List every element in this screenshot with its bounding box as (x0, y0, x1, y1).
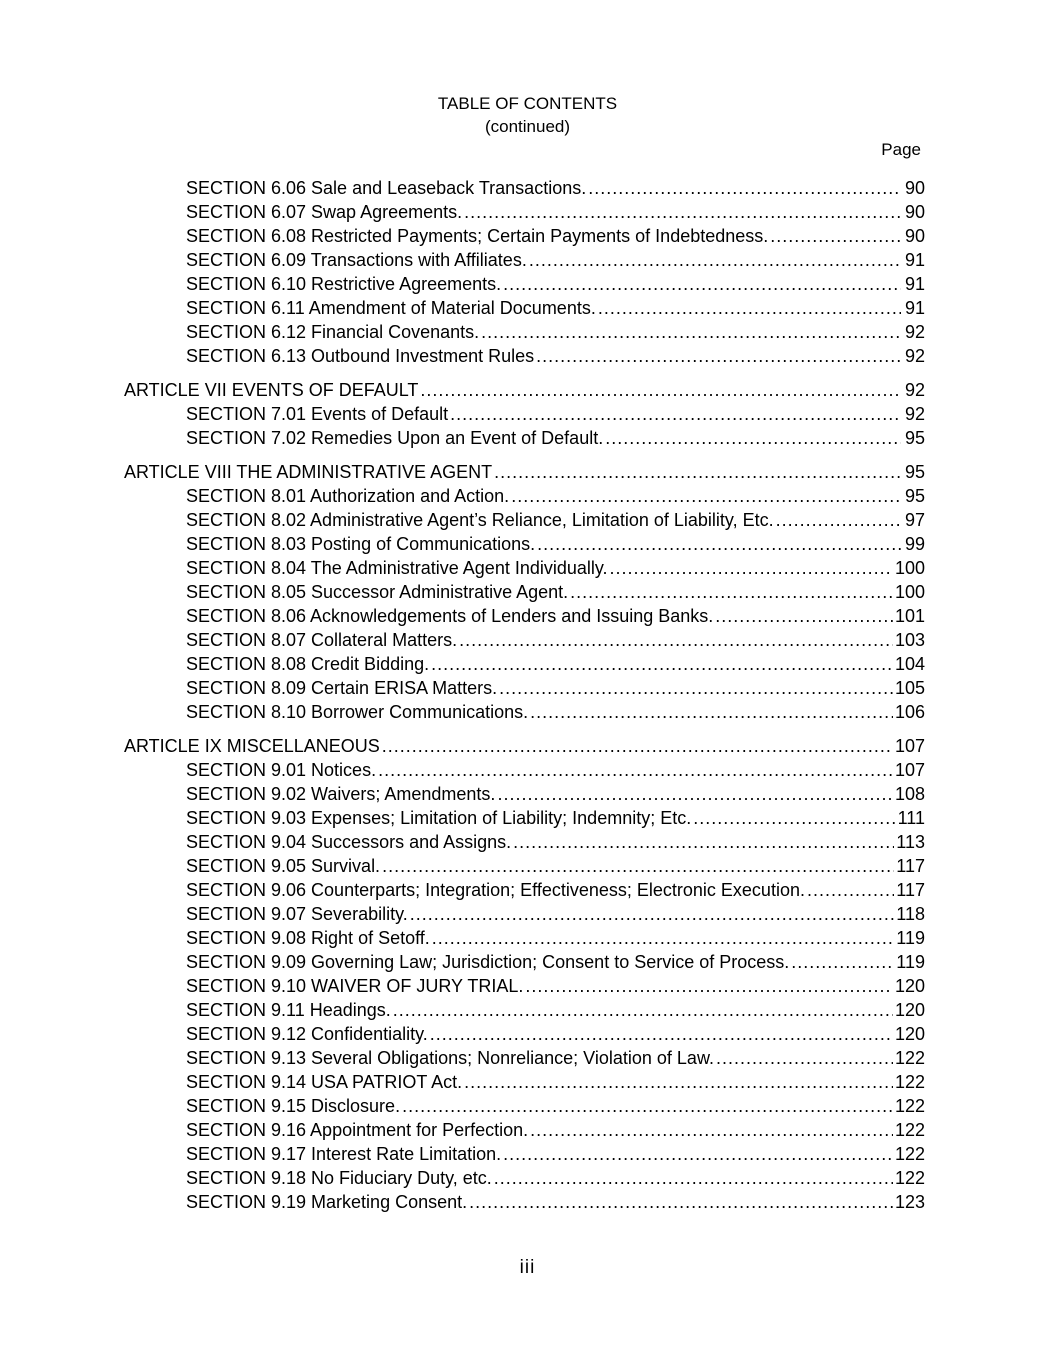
toc-section-entry (0, 426, 1055, 450)
entry-page-number: 122 (894, 1168, 925, 1188)
dot-leader (525, 974, 893, 998)
entry-label: SECTION 6.08 Restricted Payments; Certain Payments of Indebtedness. (186, 226, 769, 246)
entry-label: SECTION 6.12 Financial Covenants. (186, 322, 480, 342)
dot-leader (716, 1046, 893, 1070)
dot-leader (450, 402, 901, 426)
entry-page-number: 103 (894, 630, 925, 650)
toc-section-entry (0, 1022, 1055, 1046)
entry-label: SECTION 6.09 Transactions with Affiliates. (186, 250, 527, 270)
entry-label: SECTION 9.08 Right of Setoff. (186, 928, 430, 948)
entry-label: SECTION 9.10 WAIVER OF JURY TRIAL. (186, 976, 524, 996)
dot-leader (497, 782, 893, 806)
dot-leader (715, 604, 893, 628)
toc-section-entry (0, 1046, 1055, 1070)
toc-section-entry (0, 902, 1055, 926)
entry-page-number: 105 (894, 678, 925, 698)
entry-page-number: 92 (904, 380, 925, 400)
dot-leader (432, 926, 895, 950)
entry-page-number: 90 (904, 202, 925, 222)
entry-label: SECTION 9.16 Appointment for Perfection. (186, 1120, 529, 1140)
dot-leader (464, 200, 901, 224)
entry-label: SECTION 8.07 Collateral Matters. (186, 630, 458, 650)
toc-section-entry (0, 248, 1055, 272)
toc-section-entry (0, 402, 1055, 426)
dot-leader (494, 1166, 893, 1190)
entry-label: SECTION 8.10 Borrower Communications. (186, 702, 529, 722)
dot-leader (537, 532, 901, 556)
toc-subtitle: (continued) (484, 117, 571, 136)
dot-leader (570, 580, 893, 604)
dot-leader (499, 676, 893, 700)
dot-leader (529, 248, 901, 272)
entry-page-number: 117 (896, 856, 925, 876)
entry-label: SECTION 9.05 Survival. (186, 856, 381, 876)
toc-section-entry (0, 1070, 1055, 1094)
entry-label: SECTION 6.06 Sale and Leaseback Transactions. (186, 178, 587, 198)
entry-label: SECTION 8.09 Certain ERISA Matters. (186, 678, 498, 698)
toc-section-entry (0, 782, 1055, 806)
entry-page-number: 95 (904, 486, 925, 506)
dot-leader (431, 652, 893, 676)
entry-page-number: 107 (894, 736, 925, 756)
entry-label: SECTION 8.05 Successor Administrative Agent. (186, 582, 569, 602)
entry-label: SECTION 8.06 Acknowledgements of Lenders and Issuing Banks. (186, 606, 714, 626)
toc-section-entry (0, 1142, 1055, 1166)
entry-page-number: 97 (904, 510, 925, 530)
entry-label: SECTION 8.03 Posting of Communications. (186, 534, 536, 554)
entry-page-number: 91 (904, 250, 925, 270)
toc-section-entry (0, 628, 1055, 652)
toc-title: TABLE OF CONTENTS (437, 94, 618, 113)
dot-leader (469, 1190, 893, 1214)
dot-leader (536, 344, 901, 368)
entry-page-number: 95 (904, 428, 925, 448)
entry-page-number: 122 (894, 1048, 925, 1068)
entry-page-number: 92 (904, 346, 925, 366)
toc-section-entry (0, 1118, 1055, 1142)
toc-section-entry (0, 878, 1055, 902)
toc-section-entry (0, 974, 1055, 998)
dot-leader (610, 556, 893, 580)
entry-page-number: 117 (896, 880, 925, 900)
entry-label: SECTION 9.09 Governing Law; Jurisdiction; Consent to Service of Process. (186, 952, 790, 972)
entry-label: SECTION 9.07 Severability. (186, 904, 408, 924)
entry-label: SECTION 9.13 Several Obligations; Nonreliance; Violation of Law. (186, 1048, 714, 1068)
entry-page-number: 90 (904, 178, 925, 198)
entry-label: SECTION 9.19 Marketing Consent. (186, 1192, 468, 1212)
toc-section-entry (0, 200, 1055, 224)
dot-leader (770, 224, 901, 248)
dot-leader (393, 998, 893, 1022)
dot-leader (511, 484, 901, 508)
dot-leader (530, 1118, 893, 1142)
dot-leader (693, 806, 895, 830)
dot-leader (420, 378, 901, 402)
entry-label: SECTION 8.01 Authorization and Action. (186, 486, 510, 506)
entry-label: SECTION 8.08 Credit Bidding. (186, 654, 430, 674)
entry-page-number: 120 (894, 1024, 925, 1044)
entry-page-number: 119 (896, 952, 925, 972)
toc-section-entry (0, 224, 1055, 248)
entry-label: SECTION 6.10 Restrictive Agreements. (186, 274, 502, 294)
entry-label: ARTICLE VII EVENTS OF DEFAULT (124, 380, 419, 400)
dot-leader (776, 508, 901, 532)
dot-leader (513, 830, 894, 854)
toc-section-entry (0, 676, 1055, 700)
toc-section-entry (0, 652, 1055, 676)
entry-label: SECTION 9.12 Confidentiality. (186, 1024, 428, 1044)
dot-leader (430, 1022, 893, 1046)
entry-page-number: 99 (904, 534, 925, 554)
toc-section-entry (0, 604, 1055, 628)
toc-article-entry (0, 460, 1055, 484)
dot-leader (598, 296, 901, 320)
entry-page-number: 107 (894, 760, 925, 780)
toc-article-entry (0, 378, 1055, 402)
entry-page-number: 90 (904, 226, 925, 246)
entry-label: SECTION 9.04 Successors and Assigns. (186, 832, 512, 852)
toc-section-entry (0, 806, 1055, 830)
entry-label: SECTION 6.13 Outbound Investment Rules (186, 346, 535, 366)
dot-leader (791, 950, 894, 974)
page-column-label: Page (881, 140, 921, 159)
toc-section-entry (0, 758, 1055, 782)
entry-page-number: 100 (894, 582, 925, 602)
entry-page-number: 100 (894, 558, 925, 578)
dot-leader (382, 734, 893, 758)
entry-label: SECTION 9.02 Waivers; Amendments. (186, 784, 496, 804)
entry-label: ARTICLE IX MISCELLANEOUS (124, 736, 380, 756)
entry-label: ARTICLE VIII THE ADMINISTRATIVE AGENT (124, 462, 493, 482)
toc-section-entry (0, 854, 1055, 878)
entry-label: SECTION 6.07 Swap Agreements. (186, 202, 463, 222)
entry-page-number: 95 (904, 462, 925, 482)
dot-leader (588, 176, 901, 200)
toc-section-entry (0, 344, 1055, 368)
toc-section-entry (0, 950, 1055, 974)
entry-label: SECTION 9.15 Disclosure. (186, 1096, 401, 1116)
entry-page-number: 120 (894, 976, 925, 996)
entry-page-number: 92 (904, 322, 925, 342)
toc-section-entry (0, 272, 1055, 296)
entry-page-number: 122 (894, 1096, 925, 1116)
toc-section-entry (0, 1190, 1055, 1214)
dot-leader (530, 700, 893, 724)
toc-list (0, 176, 1055, 1214)
entry-page-number: 118 (896, 904, 925, 924)
dot-leader (481, 320, 901, 344)
entry-page-number: 123 (894, 1192, 925, 1212)
entry-label: SECTION 9.17 Interest Rate Limitation. (186, 1144, 502, 1164)
entry-page-number: 104 (894, 654, 925, 674)
entry-page-number: 113 (896, 832, 925, 852)
toc-section-entry (0, 998, 1055, 1022)
toc-section-entry (0, 700, 1055, 724)
entry-page-number: 91 (904, 298, 925, 318)
toc-section-entry (0, 830, 1055, 854)
entry-label: SECTION 7.01 Events of Default (186, 404, 449, 424)
dot-leader (402, 1094, 893, 1118)
toc-section-entry (0, 532, 1055, 556)
toc-article-entry (0, 734, 1055, 758)
dot-leader (382, 854, 894, 878)
dot-leader (378, 758, 893, 782)
toc-section-entry (0, 176, 1055, 200)
dot-leader (503, 1142, 893, 1166)
entry-label: SECTION 6.11 Amendment of Material Documents. (186, 298, 596, 318)
entry-label: SECTION 9.03 Expenses; Limitation of Liability; Indemnity; Etc. (186, 808, 692, 828)
entry-page-number: 111 (897, 808, 925, 828)
toc-section-entry (0, 1094, 1055, 1118)
entry-label: SECTION 9.11 Headings. (186, 1000, 391, 1020)
entry-page-number: 101 (894, 606, 925, 626)
toc-section-entry (0, 508, 1055, 532)
entry-label: SECTION 8.04 The Administrative Agent Individually. (186, 558, 608, 578)
toc-section-entry (0, 296, 1055, 320)
entry-label: SECTION 8.02 Administrative Agent’s Reliance, Limitation of Liability, Etc. (186, 510, 774, 530)
entry-page-number: 122 (894, 1072, 925, 1092)
toc-section-entry (0, 320, 1055, 344)
entry-page-number: 108 (894, 784, 925, 804)
dot-leader (410, 902, 895, 926)
entry-label: SECTION 7.02 Remedies Upon an Event of Default. (186, 428, 604, 448)
entry-page-number: 122 (894, 1120, 925, 1140)
dot-leader (464, 1070, 893, 1094)
entry-page-number: 106 (894, 702, 925, 722)
entry-label: SECTION 9.06 Counterparts; Integration; Effectiveness; Electronic Execution. (186, 880, 805, 900)
dot-leader (503, 272, 901, 296)
entry-page-number: 122 (894, 1144, 925, 1164)
toc-section-entry (0, 484, 1055, 508)
footer-page-number: iii (519, 1257, 536, 1278)
dot-leader (807, 878, 894, 902)
toc-section-entry (0, 580, 1055, 604)
entry-page-number: 92 (904, 404, 925, 424)
entry-page-number: 119 (896, 928, 925, 948)
dot-leader (494, 460, 901, 484)
toc-section-entry (0, 926, 1055, 950)
entry-page-number: 120 (894, 1000, 925, 1020)
toc-section-entry (0, 556, 1055, 580)
dot-leader (605, 426, 901, 450)
dot-leader (459, 628, 893, 652)
entry-page-number: 91 (904, 274, 925, 294)
entry-label: SECTION 9.01 Notices. (186, 760, 377, 780)
entry-label: SECTION 9.18 No Fiduciary Duty, etc. (186, 1168, 492, 1188)
toc-section-entry (0, 1166, 1055, 1190)
entry-label: SECTION 9.14 USA PATRIOT Act. (186, 1072, 463, 1092)
